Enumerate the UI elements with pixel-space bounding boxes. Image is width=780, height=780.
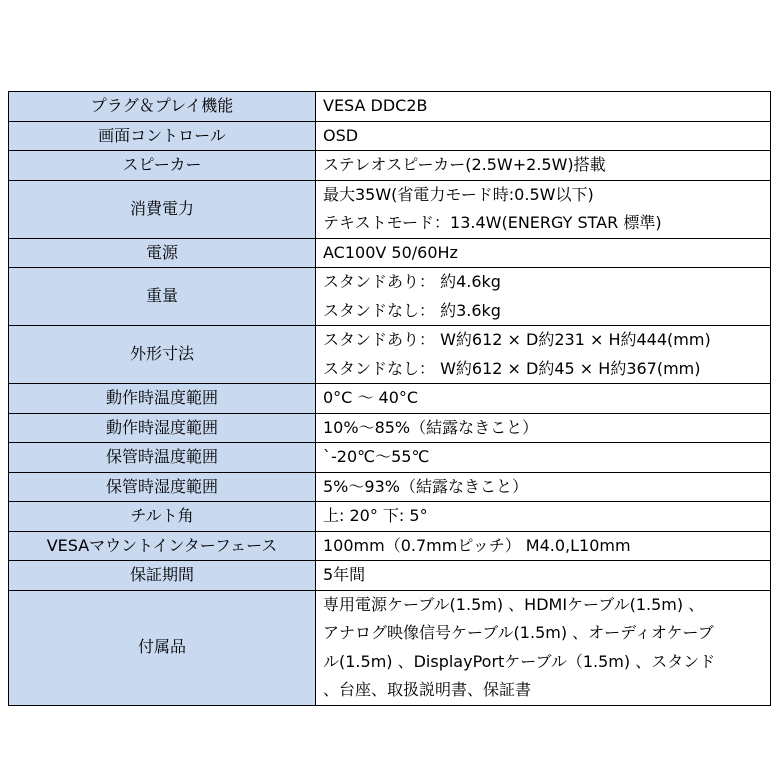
spec-label: 保証期間: [9, 561, 316, 591]
spec-value-line: AC100V 50/60Hz: [323, 242, 458, 262]
spec-value: [316, 472, 771, 502]
spec-value: [316, 384, 771, 414]
spec-value-line: スタンドあり： 約4.6kg: [323, 272, 501, 291]
spec-value-line: 専用電源ケーブル(1.5m) 、HDMIケーブル(1.5m) 、: [323, 594, 705, 614]
spec-value-line: 10%～85%（結露なきこと）: [323, 417, 539, 437]
spec-value-line: 5%～93%（結露なきこと）: [323, 476, 528, 496]
spec-value-line: スタンドなし： 約3.6kg: [323, 300, 501, 320]
spec-label: 消費電力: [9, 180, 316, 238]
table-row: [9, 590, 771, 705]
spec-value: [316, 92, 771, 122]
table-row: [9, 384, 771, 414]
spec-value-line: ステレオスピーカー(2.5W+2.5W)搭載: [323, 155, 606, 174]
spec-value-line: 0°C ～ 40°C: [323, 388, 419, 407]
spec-value: [316, 326, 771, 384]
spec-value-line: OSD: [323, 125, 359, 145]
table-row: [9, 121, 771, 151]
spec-value-line: スタンドなし： W約612 × D約45 × H約367(mm): [323, 358, 701, 378]
table-row: [9, 180, 771, 238]
spec-value: [316, 151, 771, 181]
spec-label: 保管時湿度範囲: [9, 472, 316, 502]
spec-label: 動作時温度範囲: [9, 384, 316, 414]
spec-value-line: `-20℃～55℃: [323, 447, 430, 466]
spec-value-line: アナログ映像信号ケーブル(1.5m) 、オーディオケーブ: [323, 623, 714, 642]
table-row: [9, 531, 771, 561]
table-row: [9, 326, 771, 384]
spec-label: プラグ＆プレイ機能: [9, 92, 316, 122]
table-row: [9, 268, 771, 326]
table-row: [9, 151, 771, 181]
table-row: [9, 502, 771, 532]
spec-label: 動作時湿度範囲: [9, 413, 316, 443]
spec-label: スピーカー: [9, 151, 316, 181]
table-row: [9, 413, 771, 443]
spec-value: [316, 502, 771, 532]
spec-value-line: 、台座、取扱説明書、保証書: [323, 680, 532, 699]
spec-label: 付属品: [9, 590, 316, 705]
spec-table-container: [8, 91, 770, 706]
spec-value-line: 100mm（0.7mmピッチ） M4.0,L10mm: [323, 535, 631, 555]
spec-value: [316, 268, 771, 326]
spec-value-line: 5年間: [323, 565, 366, 584]
spec-value: [316, 561, 771, 591]
spec-value: [316, 590, 771, 705]
spec-label: 画面コントロール: [9, 121, 316, 151]
spec-label: VESAマウントインターフェース: [9, 531, 316, 561]
spec-value: [316, 531, 771, 561]
table-row: [9, 472, 771, 502]
spec-value-line: テキストモード：13.4W(ENERGY STAR 標準): [323, 213, 662, 232]
table-row: [9, 561, 771, 591]
table-row: [9, 92, 771, 122]
spec-value: [316, 443, 771, 473]
spec-value-line: 最大35W(省電力モード時:0.5W以下): [323, 184, 594, 204]
spec-label: 保管時温度範囲: [9, 443, 316, 473]
spec-label: 重量: [9, 268, 316, 326]
spec-label: 電源: [9, 238, 316, 268]
spec-value: [316, 180, 771, 238]
spec-value: [316, 238, 771, 268]
spec-value-line: 上: 20° 下: 5°: [323, 506, 428, 525]
table-row: [9, 443, 771, 473]
spec-label: チルト角: [9, 502, 316, 532]
spec-table: [8, 91, 771, 706]
spec-value-line: スタンドあり： W約612 × D約231 × H約444(mm): [323, 330, 711, 349]
spec-value: [316, 413, 771, 443]
spec-label: 外形寸法: [9, 326, 316, 384]
table-row: [9, 238, 771, 268]
spec-value: [316, 121, 771, 151]
spec-value-line: ル(1.5m) 、DisplayPortケーブル（1.5m) 、スタンド: [323, 651, 716, 671]
spec-value-line: VESA DDC2B: [323, 96, 428, 115]
